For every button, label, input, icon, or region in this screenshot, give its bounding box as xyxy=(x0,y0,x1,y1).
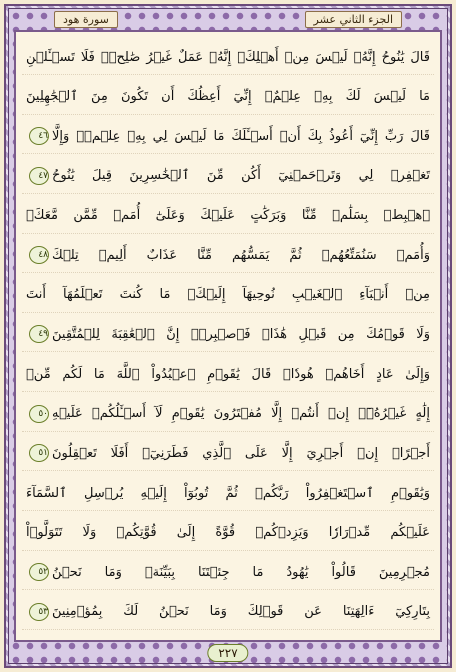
ayah-number-marker: ٤٨ xyxy=(29,246,49,264)
verse-line-text: إِلَٰهٍ غَيۡرُهُۥٓۖ إِنۡ أَنتُمۡ إِلَّا مُفۡتَرُونَ يَٰقَوۡمِ لَآ أَسۡـَٔلُكُمۡ عَلَيۡهِ xyxy=(52,406,430,422)
verse-line xyxy=(22,199,434,234)
verse-line-text: وَإِلَىٰ عَادٍ أَخَاهُمۡ هُودٗاۚ قَالَ يَٰقَوۡمِ ٱعۡبُدُواْ ٱللَّهَ مَا لَكُم مِّنۡ xyxy=(26,366,430,382)
verse-line xyxy=(22,516,434,551)
ayah-number-marker: ٤٩ xyxy=(29,325,49,343)
verse-line-text: تَغۡفِرۡ لِي وَتَرۡحَمۡنِيٓ أَكُن مِّنَ ٱلۡخَٰسِرِينَ قِيلَ يَٰنُوحُ xyxy=(52,168,430,184)
verse-text-area xyxy=(22,40,434,630)
verse-line xyxy=(22,397,434,432)
verse-line-text: أَجۡرًاۖ إِنۡ أَجۡرِيَ إِلَّا عَلَى ٱلَّذِي فَطَرَنِيٓۚ أَفَلَا تَعۡقِلُونَ xyxy=(52,445,430,461)
verse-line xyxy=(22,436,434,471)
verse-line xyxy=(22,278,434,313)
verse-line-text: وَلَا قَوۡمُكَ مِن قَبۡلِ هَٰذَاۖ فَٱصۡبِرۡۖ إِنَّ ٱلۡعَٰقِبَةَ لِلۡمُتَّقِينَ xyxy=(52,326,430,342)
verse-line-text: قَالَ يَٰنُوحُ إِنَّهُۥ لَيۡسَ مِنۡ أَهۡلِكَۖ إِنَّهُۥ عَمَلٌ غَيۡرُ صَٰلِحٖۖ فَلَا تَسۡـَٔلۡنِ xyxy=(26,49,430,65)
ayah-number-marker: ٤٦ xyxy=(29,127,49,145)
verse-line-text: قَالَ رَبِّ إِنِّيٓ أَعُوذُ بِكَ أَنۡ أَسۡـَٔلَكَ مَا لَيۡسَ لِي بِهِۦ عِلۡمٞۖ وَإِلَّا xyxy=(52,128,430,144)
verse-line-text: مِنۡ أَنۢبَآءِ ٱلۡغَيۡبِ نُوحِيهَآ إِلَيۡكَۖ مَا كُنتَ تَعۡلَمُهَآ أَنتَ xyxy=(26,287,430,303)
ayah-number-marker: ٥٠ xyxy=(29,405,49,423)
verse-line-text: مَا لَيۡسَ لَكَ بِهِۦ عِلۡمٌۖ إِنِّيٓ أَعِظُكَ أَن تَكُونَ مِنَ ٱلۡجَٰهِلِينَ xyxy=(26,89,430,105)
verse-line-text: عَلَيۡكُم مِّدۡرَارٗا وَيَزِدۡكُمۡ قُوَّةً إِلَىٰ قُوَّتِكُمۡ وَلَا تَتَوَلَّوۡاْ xyxy=(26,525,430,541)
verse-line xyxy=(22,238,434,273)
verse-line-text: مُجۡرِمِينَ قَالُواْ يَٰهُودُ مَا جِئۡتَنَا بِبَيِّنَةٖ وَمَا نَحۡنُ xyxy=(52,564,430,580)
ayah-number-marker: ٥٢ xyxy=(29,563,49,581)
verse-line xyxy=(22,40,434,75)
verse-line-text: ٱهۡبِطۡ بِسَلَٰمٖ مِّنَّا وَبَرَكَٰتٍ عَلَيۡكَ وَعَلَىٰٓ أُمَمٖ مِّمَّن مَّعَكَۚ xyxy=(26,208,430,224)
verse-line xyxy=(22,476,434,511)
verse-line xyxy=(22,119,434,154)
verse-line xyxy=(22,555,434,590)
page-number: ٢٢٧ xyxy=(207,644,248,662)
verse-line-text: وَيَٰقَوۡمِ ٱسۡتَغۡفِرُواْ رَبَّكُمۡ ثُمَّ تُوبُوٓاْ إِلَيۡهِ يُرۡسِلِ ٱلسَّمَآءَ xyxy=(26,485,430,501)
verse-line-text: بِتَارِكِيٓ ءَالِهَتِنَا عَن قَوۡلِكَ وَمَا نَحۡنُ لَكَ بِمُؤۡمِنِينَ xyxy=(52,604,430,620)
ayah-number-marker: ٤٧ xyxy=(29,167,49,185)
surah-name-label: سورة هود xyxy=(54,11,118,28)
verse-line-text: وَأُمَمٞ سَنُمَتِّعُهُمۡ ثُمَّ يَمَسُّهُم مِّنَّا عَذَابٌ أَلِيمٞ تِلۡكَ xyxy=(52,247,430,263)
verse-line xyxy=(22,595,434,630)
ayah-number-marker: ٥١ xyxy=(29,444,49,462)
verse-line xyxy=(22,80,434,115)
verse-line xyxy=(22,357,434,392)
verse-line xyxy=(22,317,434,352)
page-header xyxy=(14,8,442,30)
ayah-number-marker: ٥٣ xyxy=(29,603,49,621)
juz-label: الجزء الثاني عشر xyxy=(305,11,403,28)
verse-line xyxy=(22,159,434,194)
